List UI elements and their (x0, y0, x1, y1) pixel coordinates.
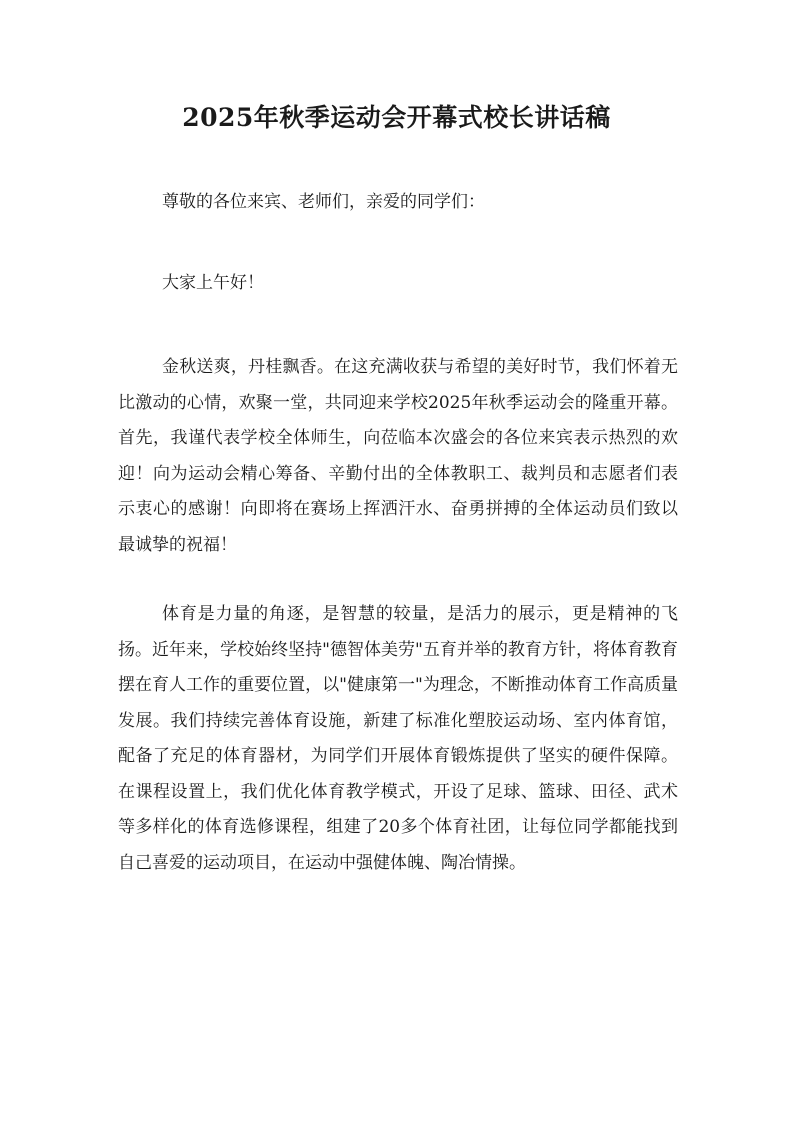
document-title: 2025年秋季运动会开幕式校长讲话稿 (182, 103, 611, 132)
hello-line: 大家上午好！ (162, 273, 264, 293)
body-paragraph: 金秋送爽，丹桂飘香。在这充满收获与希望的美好时节，我们怀着无比激动的心情，欢聚一堂，共同迎来学校2025年秋季运动会的隆重开幕。首先，我谨代表学校全体师生，向莅临本次盛会的各位来宾表示热烈的欢迎！向为运动会精心筹备、辛勤付出的全体教职工、裁判员和志愿者们表示衷心的感谢！向即将在赛场上挥洒汗水、奋勇拼搏的全体运动员们致以最诚挚的祝福！ (118, 357, 678, 555)
body-paragraph: 体育是力量的角逐，是智慧的较量，是活力的展示，更是精神的飞扬。近年来，学校始终坚持"德智体美劳"五育并举的教育方针，将体育教育摆在育人工作的重要位置，以"健康第一"为理念，不断推动体育工作高质量发展。我们持续完善体育设施，新建了标准化塑胶运动场、室内体育馆，配备了充足的体育器材，为同学们开展体育锻炼提供了坚实的硬件保障。在课程设置上，我们优化体育教学模式，开设了足球、篮球、田径、武术等多样化的体育选修课程，组建了20多个体育社团，让每位同学都能找到自己喜爱的运动项目，在运动中强健体魄、陶冶情操。 (118, 604, 678, 873)
greeting-line: 尊敬的各位来宾、老师们，亲爱的同学们： (162, 192, 485, 212)
